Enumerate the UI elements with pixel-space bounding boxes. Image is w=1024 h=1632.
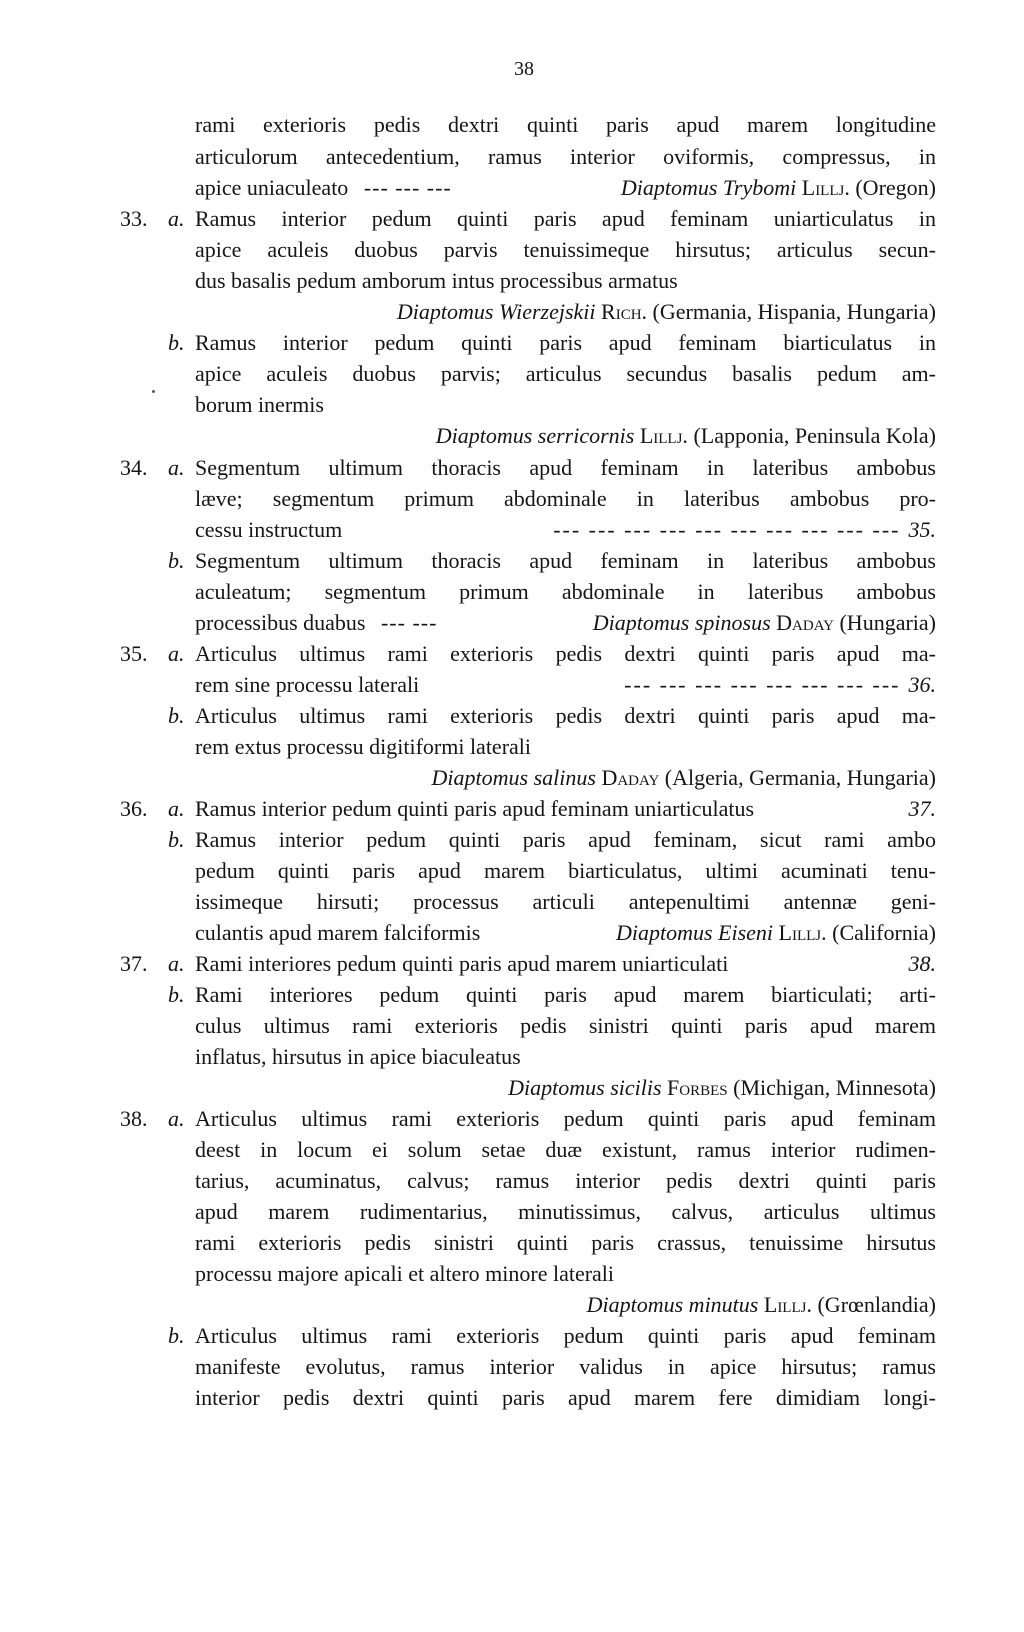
text-line bbox=[0, 669, 1024, 701]
line-text: manifeste evolutus, ramus interior validus in apice hirsutus; ramus bbox=[195, 1354, 936, 1379]
leader-dots: --- --- bbox=[380, 610, 438, 635]
couplet-number: 35. bbox=[120, 641, 148, 666]
line-text bbox=[195, 607, 437, 639]
species-line bbox=[0, 296, 1024, 328]
couplet-label bbox=[120, 452, 185, 484]
line-text: inflatus, hirsutus in apice biaculeatus bbox=[195, 1044, 521, 1069]
species-author: Daday bbox=[776, 610, 834, 635]
species-name: Diaptomus Trybomi bbox=[620, 175, 797, 200]
line-text: Ramus interior pedum quinti paris apud feminam uniarticulatus bbox=[195, 796, 755, 821]
species-name: Diaptomus Wierzejskii bbox=[396, 299, 596, 324]
line-text: Ramus interior pedum quinti paris apud feminam biarticulatus in bbox=[195, 330, 936, 355]
leader-dots: --- --- --- --- --- --- --- --- bbox=[624, 672, 901, 697]
species-name: Diaptomus serricornis bbox=[435, 423, 635, 448]
page-number: 38 bbox=[514, 58, 534, 80]
line-text: rami exterioris pedis sinistri quinti paris crassus, tenuissime hirsutus bbox=[195, 1230, 936, 1255]
leader-line bbox=[195, 514, 936, 546]
species-locality: (Grœnlandia) bbox=[817, 1292, 936, 1317]
species-locality: (California) bbox=[832, 920, 936, 945]
line-text: Rami interiores pedum quinti paris apud marem uniarticulati bbox=[195, 951, 729, 976]
species-entry bbox=[621, 172, 936, 204]
text-line bbox=[0, 607, 1024, 639]
species-entry bbox=[436, 420, 936, 452]
line-text: apice aculeis duobus parvis; articulus secundus basalis pedum am- bbox=[195, 361, 936, 386]
text-line bbox=[0, 109, 1024, 141]
line-text: Segmentum ultimum thoracis apud feminam in lateribus ambobus bbox=[195, 548, 936, 573]
couplet-letter: b. bbox=[168, 703, 185, 728]
species-name: Diaptomus sicilis bbox=[508, 1075, 662, 1100]
species-locality: (Michigan, Minnesota) bbox=[733, 1075, 936, 1100]
text-line bbox=[0, 855, 1024, 887]
couplet-label bbox=[120, 948, 185, 980]
species-locality: (Oregon) bbox=[855, 175, 936, 200]
couplet-number: 37. bbox=[120, 951, 148, 976]
line-text: Ramus interior pedum quinti paris apud feminam uniarticulatus in bbox=[195, 206, 936, 231]
key-couplet-line bbox=[0, 1103, 1024, 1135]
line-text: aculeatum; segmentum primum abdominale in lateribus ambobus bbox=[195, 579, 936, 604]
species-locality: (Algeria, Germania, Hungaria) bbox=[664, 765, 936, 790]
couplet-letter: a. bbox=[168, 796, 185, 821]
couplet-reference: 37. bbox=[908, 796, 936, 821]
line-text: interior pedis dextri quinti paris apud marem fere dimidiam longi- bbox=[195, 1385, 936, 1410]
species-author: Daday bbox=[601, 765, 660, 790]
text-line bbox=[0, 234, 1024, 266]
couplet-reference: 35. bbox=[908, 517, 936, 542]
line-text: Articulus ultimus rami exterioris pedum quinti paris apud feminam bbox=[195, 1323, 936, 1348]
line-text: Articulus ultimus rami exterioris pedis dextri quinti paris apud ma- bbox=[195, 641, 936, 666]
couplet-letter: a. bbox=[168, 951, 185, 976]
text-line bbox=[0, 358, 1024, 390]
couplet-number: 36. bbox=[120, 796, 148, 821]
line-text: Articulus ultimus rami exterioris pedum quinti paris apud feminam bbox=[195, 1106, 936, 1131]
species-locality: (Hungaria) bbox=[839, 610, 936, 635]
line-text: tarius, acuminatus, calvus; ramus interior pedis dextri quinti paris bbox=[195, 1168, 936, 1193]
text-line bbox=[0, 576, 1024, 608]
line-text: dus basalis pedum amborum intus processibus armatus bbox=[195, 268, 678, 293]
couplet-label bbox=[120, 1103, 185, 1135]
line-text: cessu instructum bbox=[195, 517, 343, 542]
line-text-part: processibus duabus bbox=[195, 610, 366, 635]
line-text: deest in locum ei solum setae duæ existunt, ramus interior rudimen- bbox=[195, 1137, 936, 1162]
text-line bbox=[0, 141, 1024, 173]
key-couplet-line bbox=[0, 793, 1024, 825]
species-author: Lillj. bbox=[801, 175, 850, 200]
line-text: Ramus interior pedum quinti paris apud feminam, sicut rami ambo bbox=[195, 827, 936, 852]
text-line bbox=[0, 1010, 1024, 1042]
key-couplet-line bbox=[0, 545, 1024, 577]
key-couplet-line bbox=[0, 948, 1024, 980]
text-line bbox=[0, 1227, 1024, 1259]
leader-dots: --- --- --- bbox=[363, 175, 452, 200]
couplet-number: 33. bbox=[120, 206, 148, 231]
line-text: apud marem rudimentarius, minutissimus, calvus, articulus ultimus bbox=[195, 1199, 936, 1224]
species-name: Diaptomus minutus bbox=[586, 1292, 759, 1317]
leader-dots: --- --- --- --- --- --- --- --- --- --- bbox=[553, 517, 901, 542]
species-entry bbox=[508, 1072, 936, 1104]
species-name: Diaptomus salinus bbox=[431, 765, 596, 790]
couplet-letter: b. bbox=[168, 982, 185, 1007]
species-author: Lillj. bbox=[639, 423, 688, 448]
species-entry bbox=[587, 1289, 936, 1321]
key-couplet-line bbox=[0, 824, 1024, 856]
species-author: Lillj. bbox=[778, 920, 827, 945]
text-line bbox=[0, 389, 1024, 421]
line-text: culus ultimus rami exterioris pedis sinistri quinti paris apud marem bbox=[195, 1013, 936, 1038]
line-text: apice aculeis duobus parvis tenuissimeque hirsutus; articulus secun- bbox=[195, 237, 936, 262]
line-text: læve; segmentum primum abdominale in lateribus ambobus pro- bbox=[195, 486, 936, 511]
line-text: Articulus ultimus rami exterioris pedis dextri quinti paris apud ma- bbox=[195, 703, 936, 728]
line-text: rem extus processu digitiformi laterali bbox=[195, 734, 532, 759]
couplet-letter: a. bbox=[168, 1106, 185, 1131]
text-line bbox=[0, 265, 1024, 297]
text-line bbox=[0, 1196, 1024, 1228]
key-couplet-line bbox=[0, 638, 1024, 670]
couplet-number: 34. bbox=[120, 455, 148, 480]
couplet-letter: a. bbox=[168, 455, 185, 480]
couplet-letter: b. bbox=[168, 1323, 185, 1348]
line-text: Segmentum ultimum thoracis apud feminam in lateribus ambobus bbox=[195, 455, 936, 480]
text-line bbox=[0, 886, 1024, 918]
couplet-label bbox=[120, 793, 185, 825]
line-text bbox=[195, 172, 452, 204]
couplet-reference: 38. bbox=[908, 951, 936, 976]
line-text: pedum quinti paris apud marem biarticulatus, ultimi acuminati tenu- bbox=[195, 858, 936, 883]
text-line bbox=[0, 1134, 1024, 1166]
key-couplet-line bbox=[0, 203, 1024, 235]
line-text: processu majore apicali et altero minore laterali bbox=[195, 1261, 615, 1286]
line-text: Rami interiores pedum quinti paris apud marem biarticulati; arti- bbox=[195, 982, 936, 1007]
text-line bbox=[0, 172, 1024, 204]
text-line bbox=[0, 483, 1024, 515]
species-name: Diaptomus Eiseni bbox=[615, 920, 774, 945]
couplet-label bbox=[120, 638, 185, 670]
text-line bbox=[0, 1165, 1024, 1197]
couplet-letter: b. bbox=[168, 548, 185, 573]
text-line bbox=[0, 1258, 1024, 1290]
species-line bbox=[0, 1072, 1024, 1104]
species-author: Lillj. bbox=[763, 1292, 812, 1317]
line-text: issimeque hirsuti; processus articuli antepenultimi antennæ geni- bbox=[195, 889, 936, 914]
species-name: Diaptomus spinosus bbox=[592, 610, 771, 635]
species-locality: (Lapponia, Peninsula Kola) bbox=[693, 423, 936, 448]
couplet-reference: 36. bbox=[908, 672, 936, 697]
line-text: rem sine processu laterali bbox=[195, 672, 420, 697]
key-couplet-line bbox=[0, 979, 1024, 1011]
species-locality: (Germania, Hispania, Hungaria) bbox=[652, 299, 936, 324]
key-couplet-line bbox=[0, 700, 1024, 732]
key-couplet-line bbox=[0, 452, 1024, 484]
species-line bbox=[0, 1289, 1024, 1321]
couplet-letter: b. bbox=[168, 827, 185, 852]
line-text: borum inermis bbox=[195, 392, 324, 417]
leader-line bbox=[195, 669, 936, 701]
species-entry bbox=[432, 762, 936, 794]
key-couplet-line bbox=[0, 1320, 1024, 1352]
couplet-letter: a. bbox=[168, 206, 185, 231]
text-line bbox=[0, 1351, 1024, 1383]
text-line bbox=[0, 514, 1024, 546]
text-line bbox=[0, 1382, 1024, 1414]
species-entry bbox=[616, 917, 936, 949]
line-text: culantis apud marem falciformis bbox=[195, 920, 481, 945]
couplet-label bbox=[120, 203, 185, 235]
line-text-part: apice uniaculeato bbox=[195, 175, 349, 200]
key-couplet-line bbox=[0, 327, 1024, 359]
couplet-letter: b. bbox=[168, 330, 185, 355]
couplet-number: 38. bbox=[120, 1106, 148, 1131]
line-text: articulorum antecedentium, ramus interior oviformis, compressus, in bbox=[195, 144, 936, 169]
text-line bbox=[0, 731, 1024, 763]
text-line bbox=[0, 917, 1024, 949]
species-entry bbox=[397, 296, 936, 328]
text-line bbox=[0, 1041, 1024, 1073]
species-author: Rich. bbox=[601, 299, 648, 324]
species-entry bbox=[593, 607, 936, 639]
species-line bbox=[0, 420, 1024, 452]
species-author: Forbes bbox=[667, 1075, 728, 1100]
line-text: rami exterioris pedis dextri quinti paris apud marem longitudine bbox=[195, 112, 936, 137]
species-line bbox=[0, 762, 1024, 794]
couplet-letter: a. bbox=[168, 641, 185, 666]
